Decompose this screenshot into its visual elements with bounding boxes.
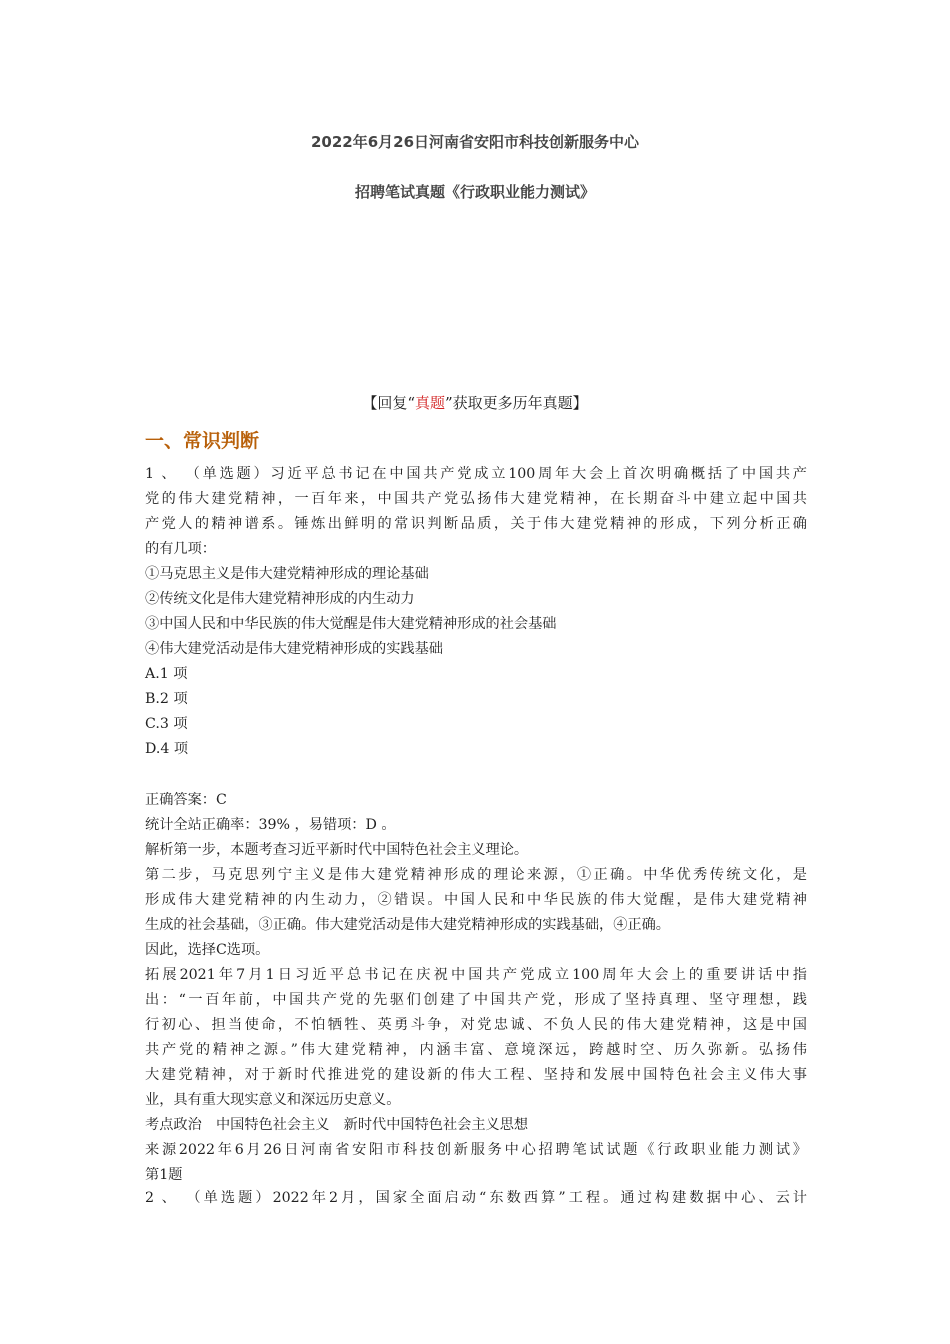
- document-title-line1: 2022年6月26日河南省安阳市科技创新服务中心: [310, 133, 640, 151]
- statement-4: ④伟大建党活动是伟大建党精神形成的实践基础: [145, 641, 443, 657]
- question-2: [145, 1186, 807, 1211]
- promo-highlight: 真题: [414, 394, 445, 412]
- analysis-line: 形成伟大建党精神的内生动力，②错误。中国人民和中华民族的伟大觉醒，是伟大建党精神: [145, 892, 807, 908]
- option-d: D.4 项: [145, 741, 189, 757]
- question-stem-line: 的有几项：: [145, 541, 216, 557]
- analysis-line: 解析第一步，本题考查习近平新时代中国特色社会主义理论。: [145, 842, 529, 858]
- statement-1: ①马克思主义是伟大建党精神形成的理论基础: [145, 566, 429, 582]
- promo-line: [0, 392, 950, 413]
- analysis-line: 拓展2021年7月1日习近平总书记在庆祝中国共产党成立100周年大会上的重要讲话中指: [145, 967, 807, 983]
- option-c: C.3 项: [145, 716, 188, 732]
- analysis-line: 行初心、担当使命，不怕牺牲、英勇斗争，对党忠诚、不负人民的伟大建党精神，这是中国: [145, 1017, 807, 1033]
- analysis-line: 因此，选择C选项。: [145, 942, 270, 958]
- statement-3: ③中国人民和中华民族的伟大觉醒是伟大建党精神形成的社会基础: [145, 616, 557, 632]
- question-1: [145, 462, 807, 762]
- question-stem-line: 党的伟大建党精神，一百年来，中国共产党弘扬伟大建党精神，在长期奋斗中建立起中国共: [145, 491, 807, 507]
- source-line: 来源2022年6月26日河南省安阳市科技创新服务中心招聘笔试试题《行政职业能力测试》: [145, 1142, 807, 1158]
- promo-suffix: ”获取更多历年真题】: [445, 394, 588, 412]
- correct-answer: 正确答案：C: [145, 792, 227, 808]
- analysis-line: 共产党的精神之源。”伟大建党精神，内涵丰富、意境深远，跨越时空、历久弥新。弘扬伟: [145, 1042, 807, 1058]
- analysis-line: 出：“一百年前，中国共产党的先驱们创建了中国共产党，形成了坚持真理、坚守理想，践: [145, 992, 807, 1008]
- section-heading: 一、常识判断: [145, 430, 260, 452]
- source-line: 第1题: [145, 1167, 183, 1183]
- option-b: B.2 项: [145, 691, 188, 707]
- knowledge-point: 考点政治 中国特色社会主义 新时代中国特色社会主义思想: [145, 1117, 529, 1133]
- option-a: A.1 项: [145, 666, 188, 682]
- analysis-line: 业，具有重大现实意义和深远历史意义。: [145, 1092, 401, 1108]
- document-title-line2: 招聘笔试真题《行政职业能力测试》: [354, 183, 595, 201]
- promo-prefix: 【回复“: [362, 394, 415, 412]
- answer-analysis: [145, 788, 807, 1188]
- accuracy-stats: 统计全站正确率：39% ，易错项：D 。: [145, 817, 396, 833]
- analysis-line: 生成的社会基础，③正确。伟大建党活动是伟大建党精神形成的实践基础，④正确。: [145, 917, 670, 933]
- analysis-line: 第二步，马克思列宁主义是伟大建党精神形成的理论来源，①正确。中华优秀传统文化，是: [145, 867, 807, 883]
- statement-2: ②传统文化是伟大建党精神形成的内生动力: [145, 591, 415, 607]
- question-stem-line: 1 、 （单选题）习近平总书记在中国共产党成立100周年大会上首次明确概括了中国共产: [145, 466, 807, 482]
- analysis-line: 大建党精神，对于新时代推进党的建设新的伟大工程、坚持和发展中国特色社会主义伟大事: [145, 1067, 807, 1083]
- question-stem-line: 产党人的精神谱系。锤炼出鲜明的常识判断品质，关于伟大建党精神的形成，下列分析正确: [145, 516, 807, 532]
- question-stem-line: 2 、 （单选题）2022年2月，国家全面启动“东数西算”工程。通过构建数据中心、云计: [145, 1190, 807, 1206]
